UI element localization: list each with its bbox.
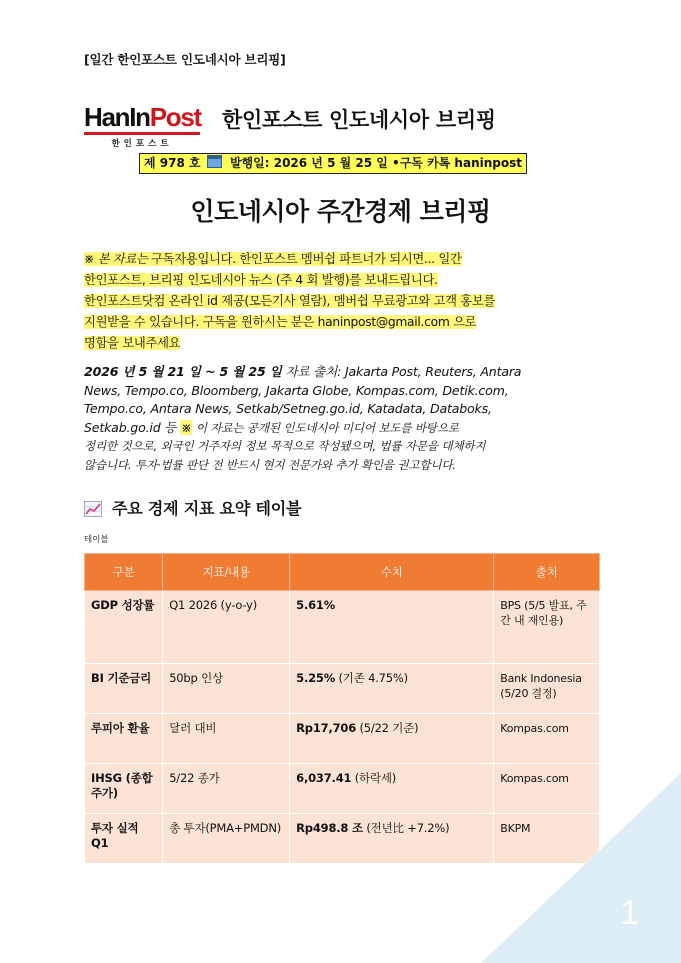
notice-text: 한인포스트, 브리핑 인도네시아 뉴스 (주 4 회 발행)를 보내드립니다. [84,273,438,287]
section-title-text: 주요 경제 지표 요약 테이블 [112,499,302,518]
notice-text: 한인포스트닷컴 온라인 id 제공(모든기사 열람), 멤버쉽 무료광고와 고객 홍보를 [84,294,496,308]
description-cell: 50bp 인상 [163,664,290,714]
value-note: (전년比 +7.2%) [362,821,450,835]
value-cell [290,814,494,864]
disclaimer-text: 정리한 것으로, 외국인 거주자의 정보 목적으로 작성됐으며, 법률 자문을 대체하지 [84,439,486,453]
publication-title: 한인포스트 인도네시아 브리핑 [222,108,496,132]
table-header-row [85,554,600,591]
sources-list: News, Tempo.co, Bloomberg, Jakarta Globe, Kompas.com, Detik.com, [84,382,509,398]
source-cell: BPS (5/5 발표, 주간 내 재인용) [494,591,600,664]
column-header: 출처 [494,554,600,591]
sources-list: Setkab.go.id 등 [84,419,181,435]
logo-wordmark [84,104,204,130]
notice-text: 지원받을 수 있습니다. 구독을 원하시는 분은 haninpost@gmail.com 으로 [84,315,477,329]
calendar-icon [207,155,222,168]
source-cell: Bank Indonesia (5/20 결정) [494,664,600,714]
logo-wordmark-right: Post [149,102,201,132]
value-main: 6,037.41 [296,771,352,785]
notice-line [84,312,584,333]
column-header: 수치 [290,554,494,591]
report-period: 2026 년 5 월 21 일 ~ 5 월 25 일 [84,364,282,379]
notice-line [84,270,584,291]
chart-increasing-icon [84,501,102,517]
logo-subtitle: 한인포스트 [111,139,173,149]
table-caption: 테이블 [84,535,109,545]
table-row [85,591,600,664]
value-note: (5/22 기준) [356,721,419,735]
column-header: 지표/내용 [163,554,290,591]
value-cell [290,591,494,664]
main-title: 인도네시아 주간경제 브리핑 [190,197,491,226]
notice-line [84,333,584,354]
subscriber-notice [84,249,584,354]
column-header: 구분 [85,554,163,591]
issue-info-banner [139,153,527,174]
value-cell [290,664,494,714]
sources-list: Jakarta Post, Reuters, Antara [344,364,522,379]
value-note: (하락세) [351,771,397,785]
notice-line [84,291,584,312]
description-cell: 5/22 종가 [163,764,290,814]
notice-text: 구독자용입니다. 한인포스트 멤버쉽 파트너가 되시면... 일간 [151,252,462,266]
page-number: 1 [620,894,639,932]
haninpost-logo [84,104,204,150]
source-cell: Kompas.com [494,714,600,764]
issue-date: 발행일: 2026 년 5 월 25 일 [229,156,388,170]
description-cell: 달러 대비 [163,714,290,764]
reference-mark: ※ [181,419,192,435]
subscribe-info: •구독 카톡 haninpost [392,156,522,170]
sources-paragraph [84,363,604,474]
category-cell: 루피아 환율 [85,714,163,764]
corner-decoration [481,773,681,963]
notice-line [84,249,584,270]
issue-number: 제 978 호 [144,156,201,170]
description-cell: Q1 2026 (y-o-y) [163,591,290,664]
category-cell: 투자 실적 Q1 [85,814,163,864]
section-title [84,498,301,520]
source-cell: Kompas.com [494,764,600,814]
category-cell: GDP 성장률 [85,591,163,664]
value-note: (기존 4.75%) [335,671,408,685]
document-header-label: [일간 한인포스트 인도네시아 브리핑] [84,52,286,67]
value-main: Rp498.8 조 [296,821,363,835]
notice-text: 명함을 보내주세요 [84,336,181,350]
sources-label: 자료 출처: [281,364,345,379]
disclaimer-text: 않습니다. 투자·법률 판단 전 반드시 현지 전문가와 추가 확인을 권고합니다. [84,457,456,472]
value-main: 5.61% [296,598,336,612]
category-cell: IHSG (종합주가) [85,764,163,814]
value-cell [290,714,494,764]
table-row [85,664,600,714]
disclaimer-text: 이 자료는 공개된 인도네시아 미디어 보도를 바탕으로 [192,420,459,435]
notice-prefix: ※ 본 자료는 [84,252,152,266]
value-main: Rp17,706 [296,721,357,735]
logo-wordmark-left: HanIn [84,102,150,132]
value-cell [290,764,494,814]
sources-list: Tempo.co, Antara News, Setkab/Setneg.go.id, Katadata, Databoks, [84,401,492,416]
description-cell: 총 투자(PMA+PMDN) [163,814,290,864]
category-cell: BI 기준금리 [85,664,163,714]
logo-underline [84,132,200,135]
value-main: 5.25% [296,671,336,685]
source-cell: BKPM [494,814,600,864]
table-row [85,714,600,764]
